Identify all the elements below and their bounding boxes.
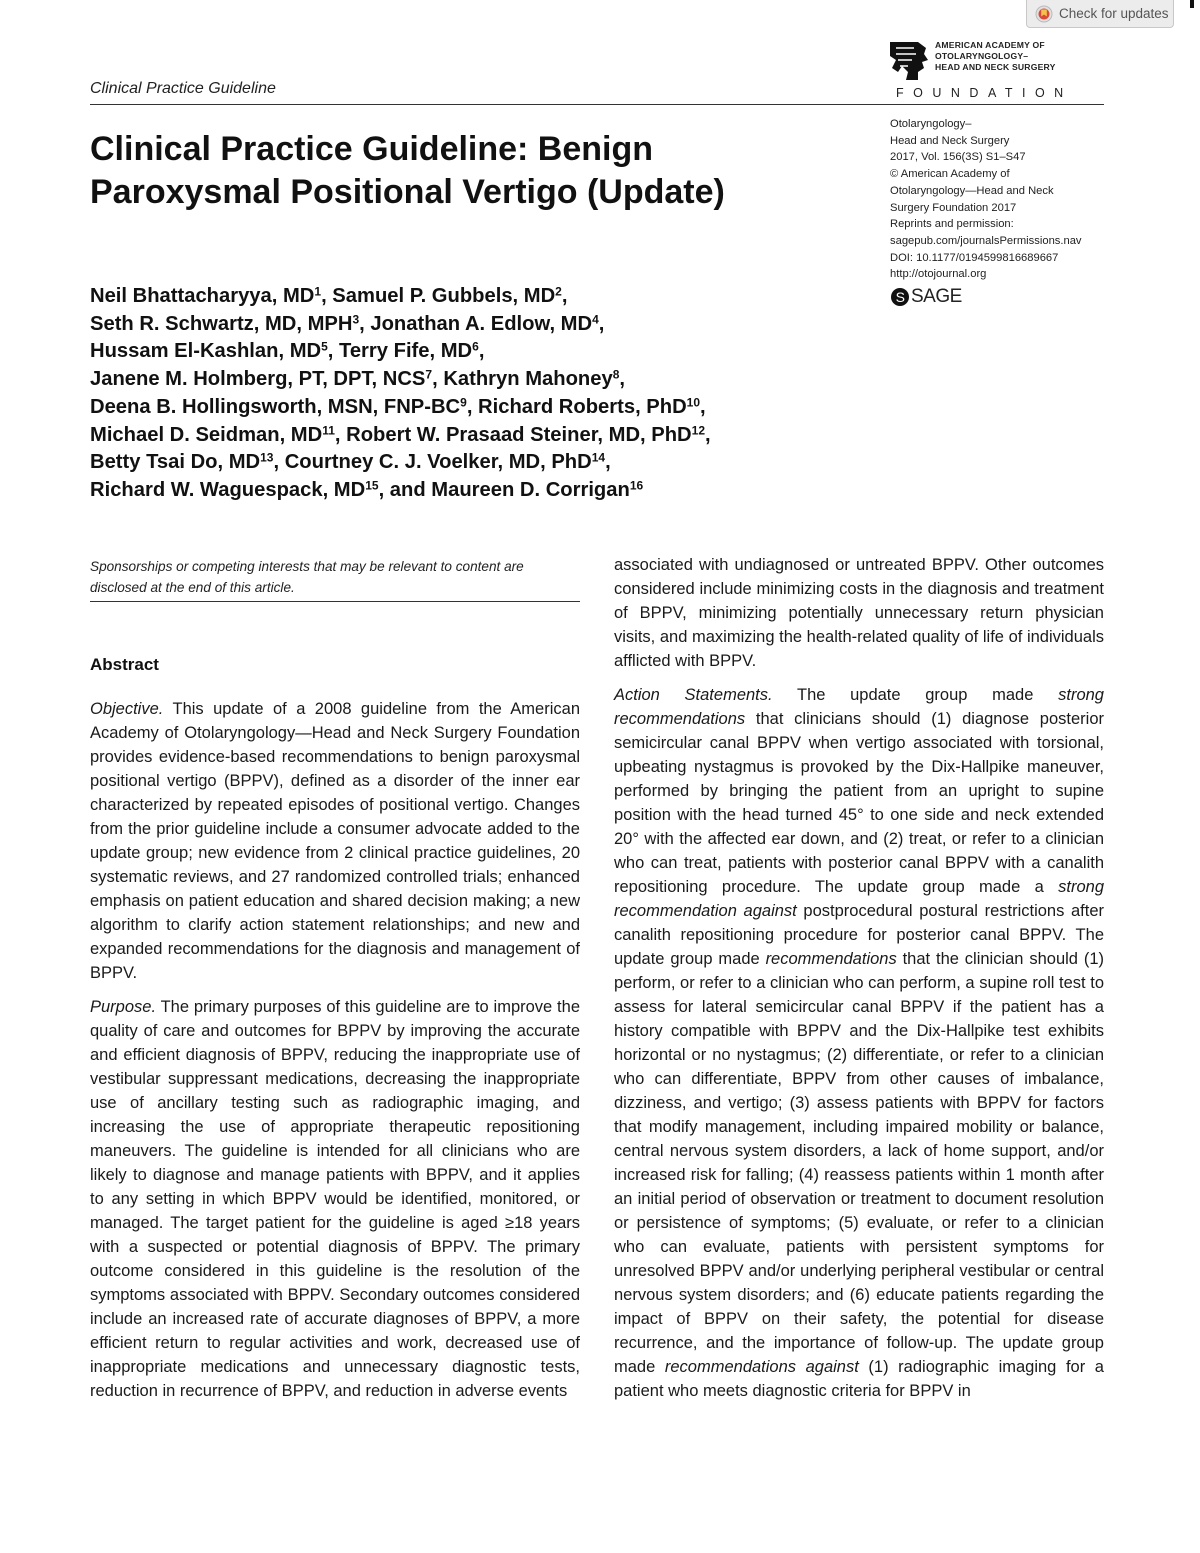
- sage-logo-icon: [890, 287, 910, 307]
- affiliation-number: 6: [472, 339, 479, 354]
- affiliation-number: 13: [260, 450, 274, 465]
- affiliation-number: 14: [591, 450, 606, 465]
- org-line: OTOLARYNGOLOGY–: [935, 51, 1029, 61]
- journal-info-line[interactable]: http://otojournal.org: [890, 268, 987, 281]
- action-text: (1) radiographic imaging for a patient who meets diagnostic criteria for BPPV in: [614, 1358, 1104, 1400]
- affiliation-number: 8: [612, 367, 620, 382]
- affiliation-number: 7: [425, 367, 433, 382]
- objective-label: Objective.: [90, 700, 164, 718]
- author-name: Janene M. Holmberg, PT, DPT, NCS: [90, 368, 426, 391]
- corner-mark: [1190, 0, 1194, 8]
- action-emphasis: recommendations against: [664, 1358, 859, 1376]
- affiliation-number: 4: [592, 312, 599, 327]
- org-name: [935, 40, 1056, 73]
- continuation-paragraph: associated with undiagnosed or untreated BPPV. Other outcomes considered include minimizing costs in the diagnosis and treatment of BPPV, minimizing potentially unnecessary return physician visits, and maximizing the health-related quality of life of individuals afflicted with BPPV.: [614, 556, 1104, 670]
- affiliation-number: 3: [352, 312, 360, 327]
- author-name: Jonathan A. Edlow, MD: [370, 312, 593, 335]
- header-rule: [90, 104, 1104, 105]
- svg-text:S: S: [895, 289, 905, 305]
- sponsorship-note: Sponsorships or competing interests that may be relevant to content are disclosed at the end of this article.: [90, 559, 524, 595]
- section-label: Clinical Practice Guideline: [90, 80, 276, 97]
- author-name: Robert W. Prasaad Steiner, MD, PhD: [346, 423, 692, 446]
- action-text: postprocedural postural restrictions after canalith repositioning procedure for posterior canal BPPV. The update group made: [614, 902, 1105, 968]
- affiliation-number: 11: [322, 422, 335, 437]
- journal-info-line: Reprints and permission:: [890, 218, 1014, 231]
- author-name: Courtney C. J. Voelker, MD, PhD: [284, 451, 592, 474]
- left-column: [90, 697, 580, 1403]
- org-line: HEAD AND NECK SURGERY: [935, 62, 1056, 72]
- crossmark-icon: [1035, 5, 1053, 23]
- check-for-updates-button[interactable]: [1026, 0, 1174, 28]
- author-name: Maureen D. Corrigan: [431, 478, 630, 501]
- objective-paragraph: [90, 697, 580, 985]
- action-text: that the clinician should (1) perform, or refer to a clinician who can perform, a supine roll test to assess for lateral semicircular canal BPPV if the patient has a history compatible with BPPV and the Dix-Hallpike test exhibits horizontal or no nystagmus; (2) differentiate, or refer to a clinician who can differentiate, BPPV from other causes of imbalance, dizziness, and vertigo; (3) assess patients with BPPV for factors that modify management, including impaired mobility or balance, central nervous system disorders, a lack of home support, and/or increased risk for falling; (4) reassess patients within 1 month after an initial period of observation or treatment to document resolution or persistence of symptoms; (5) evaluate, or refer to a clinician who can evaluate, patients with persistent symptoms for unresolved BPPV and/or underlying peripheral vestibular or central nervous system disorders; and (6) educate patients regarding the impact of BPPV on their safety, the potential for disease recurrence, and the importance of follow-up. The update group made: [614, 950, 1104, 1376]
- journal-info-line: sagepub.com/journalsPermissions.nav: [890, 234, 1082, 247]
- action-text: The update group made: [796, 686, 1034, 704]
- affiliation-number: 15: [365, 478, 379, 493]
- foundation-wordmark: FOUNDATION: [896, 86, 1073, 100]
- action-text: that clinicians should (1) diagnose posterior semicircular canal BPPV when vertigo associated with torsional, upbeating nystagmus is provoked by the Dix-Hallpike maneuver, performed by bringing the patient from an upright to supine position with the head turned 45° to one side and neck extended 20° with the affected ear down, and (2) treat, or refer to a clinician who can treat, patients with posterior canal BPPV with a canalith repositioning procedure. The update group made a: [614, 710, 1105, 896]
- author-name: Richard Roberts, PhD: [478, 395, 687, 418]
- affiliation-number: 9: [460, 395, 467, 410]
- org-line: AMERICAN ACADEMY OF: [935, 40, 1045, 50]
- journal-info-line: Otolaryngology–: [890, 118, 972, 130]
- foundation-logo: [888, 38, 1104, 102]
- foundation-logo-icon: [888, 38, 932, 82]
- check-for-updates-label: Check for updates: [1059, 6, 1169, 21]
- author-name: Terry Fife, MD: [339, 340, 473, 363]
- publisher-logo: [890, 286, 962, 308]
- affiliation-number: 1: [314, 284, 322, 299]
- sponsorship-rule: [90, 601, 580, 602]
- author-name: Richard W. Waguespack, MD: [90, 478, 366, 501]
- journal-info-line: DOI: 10.1177/0194599816689667: [890, 251, 1059, 264]
- objective-text: This update of a 2008 guideline from the American Academy of Otolaryngology—Head and Neck Surgery Foundation provides evidence-based recommendations to benign paroxysmal positional vertigo (BPPV), defined as a disorder of the inner ear characterized by repeated episodes of positional vertigo. Changes from the prior guideline include a consumer advocate added to the update group; new evidence from 2 clinical practice guidelines, 20 systematic reviews, and 27 randomized controlled trials; enhanced emphasis on patient education and shared decision making; a new algorithm to clarify action statement relationships; and new and expanded recommendations for the diagnosis and management of BPPV.: [90, 700, 580, 982]
- publisher-name: SAGE: [911, 286, 962, 307]
- abstract-heading: Abstract: [90, 655, 159, 674]
- author-name: Kathryn Mahoney: [443, 368, 613, 391]
- journal-info-line: Surgery Foundation 2017: [890, 201, 1017, 214]
- author-name: Betty Tsai Do, MD: [90, 451, 261, 474]
- purpose-label: Purpose.: [90, 998, 157, 1016]
- affiliation-number: 5: [321, 339, 328, 354]
- action-emphasis: strong recommendation against: [614, 878, 1105, 920]
- author-name: Michael D. Seidman, MD: [90, 423, 323, 446]
- right-column: [614, 553, 1104, 1403]
- affiliation-number: 16: [629, 478, 644, 493]
- author-name: Neil Bhattacharyya, MD: [90, 285, 315, 307]
- action-statements-paragraph: [614, 683, 1104, 1403]
- author-name: Deena B. Hollingsworth, MSN, FNP-BC: [90, 395, 461, 418]
- journal-info: [890, 116, 1105, 283]
- affiliation-number: 12: [691, 422, 705, 437]
- affiliation-number: 10: [686, 395, 701, 410]
- purpose-text: The primary purposes of this guideline are to improve the quality of care and outcomes for BPPV by improving the accurate and efficient diagnosis of BPPV, reducing the inappropriate use of vestibular suppressant medications, decreasing the inappropriate use of ancillary testing such as radiographic imaging, and increasing the use of appropriate therapeutic repositioning maneuvers. The guideline is intended for all clinicians who are likely to diagnose and manage patients with BPPV, and it applies to any setting in which BPPV would be identified, monitored, or managed. The target patient for the guideline is aged ≥18 years with a suspected or potential diagnosis of BPPV. The primary outcome considered in this guideline is the resolution of the symptoms associated with BPPV. Secondary outcomes considered include an increased rate of accurate diagnoses of BPPV, a more efficient return to regular activities and work, decreased use of inappropriate medications and unnecessary diagnostic tests, reduction in recurrence of BPPV, and reduction in adverse events: [90, 998, 580, 1400]
- journal-info-line: Otolaryngology—Head and Neck: [890, 184, 1054, 197]
- article-title: Clinical Practice Guideline: Benign Paroxysmal Positional Vertigo (Update): [90, 130, 725, 211]
- journal-info-line: Head and Neck Surgery: [890, 134, 1010, 147]
- author-list: Neil Bhattacharyya, $MD^1$, Samuel P. Gubbels, $MD^2$, Seth R. Schwartz, MD, MPH$^3$, Jonathan A. Edlow, $MD^4$, Hussam El-Kashlan, $MD^5$, Terry Fife, $MD^6$, Janene M. Holmberg, PT, DPT, NCS$^7$, Kathryn Mahoney$^8$, Deena B. Hollingsworth, MSN, FNP-$BC^9$, Richard Roberts, PhD$^{10}$, Michael D. Seidman, MD$^{11}$, Robert W. Prasaad Steiner, MD, PhD$^{12}$, Betty Tsai Do, MD$^{13}$, Courtney C. J. Voelker, MD, PhD$^{14}$, Richard W. Waguespack, MD$^{15}$, and Maureen D. Corrigan$^{16}$: [90, 284, 711, 501]
- and-word: and: [389, 478, 426, 501]
- action-emphasis: recommendations: [765, 950, 897, 968]
- journal-info-line: © American Academy of: [890, 168, 1010, 181]
- journal-info-line: 2017, Vol. 156(3S) S1–S47: [890, 151, 1026, 164]
- purpose-paragraph: [90, 995, 580, 1403]
- action-statements-label: Action Statements.: [614, 686, 773, 704]
- action-emphasis: strong recommendations: [614, 686, 1104, 728]
- author-name: Hussam El-Kashlan, MD: [90, 340, 322, 363]
- author-name: Samuel P. Gubbels, MD: [332, 285, 556, 307]
- author-name: Seth R. Schwartz, MD, MPH: [90, 312, 353, 335]
- affiliation-number: 2: [555, 284, 562, 299]
